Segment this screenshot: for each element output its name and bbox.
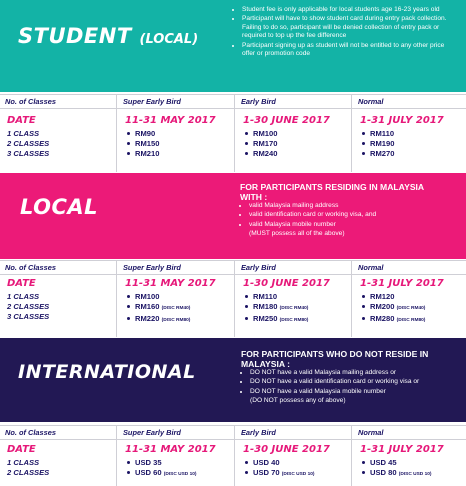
local-table-body (0, 277, 466, 335)
local-heading: FOR PARTICIPANTS RESIDING IN MALAYSIA (240, 182, 425, 192)
price-item: USD 70 (DISC USD 10) (243, 468, 351, 480)
international-super-early-col (118, 443, 233, 480)
international-section (0, 338, 466, 486)
class-label: 2 CLASSES (7, 468, 50, 478)
price-item: RM110 (360, 129, 466, 139)
local-footnote: (MUST possess all of the above) (249, 230, 345, 238)
student-banner (0, 0, 466, 92)
price-item: USD 35 (125, 458, 233, 468)
local-classes-col (0, 277, 115, 323)
price-item: RM280 (DISC RM80) (360, 314, 466, 326)
local-section (0, 173, 466, 337)
international-title: INTERNATIONAL (18, 361, 196, 383)
price-item: RM150 (125, 139, 233, 149)
student-title-suffix: (LOCAL) (139, 32, 199, 47)
early-date: 1-30 JUNE 2017 (243, 115, 330, 126)
col-header-normal: Normal (358, 263, 384, 272)
price-item: USD 40 (243, 458, 351, 468)
discount-note: (DISC RM40) (396, 306, 426, 312)
price-item: RM120 (360, 292, 466, 302)
class-label: 1 CLASS (7, 292, 40, 301)
international-notes (241, 349, 463, 406)
price-item: USD 60 (DISC USD 10) (125, 468, 233, 480)
discount-note: (DISC RM80) (161, 318, 191, 324)
discount-note: (DISC USD 10) (281, 472, 315, 478)
international-table-header (0, 425, 466, 440)
date-label: DATE (7, 444, 36, 455)
price-item: RM270 (360, 149, 466, 159)
student-note: • Participant will have to show student card during entry pack collection. Failing to do so, participant will be denied collection of entry pack or required to top up the fee difference (242, 15, 455, 40)
local-banner (0, 173, 466, 259)
col-header-normal: Normal (358, 428, 384, 437)
international-subheading: MALAYSIA : (241, 359, 291, 369)
international-early-col (236, 443, 351, 480)
price-item: RM90 (125, 129, 233, 139)
local-notes (240, 182, 460, 239)
local-super-early-col (118, 277, 233, 327)
col-header-early: Early Bird (241, 428, 276, 437)
col-header-normal: Normal (358, 97, 384, 106)
col-header-classes: No. of Classes (5, 428, 56, 437)
date-label: DATE (7, 115, 36, 126)
class-label: 3 CLASSES (7, 312, 50, 322)
discount-note: (DISC USD 10) (163, 472, 197, 478)
price-item: RM220 (DISC RM80) (125, 314, 233, 326)
col-header-super-early: Super Early Bird (123, 97, 181, 106)
class-label: 1 CLASS (7, 129, 40, 138)
class-label: 1 CLASS (7, 458, 40, 467)
student-note: • Participant signing up as student will not be entitled to any other price offer or promotion code (242, 42, 455, 59)
price-item: RM250 (DISC RM80) (243, 314, 351, 326)
early-date: 1-30 JUNE 2017 (243, 278, 330, 289)
class-label: 3 CLASSES (7, 149, 50, 159)
student-normal-col (353, 114, 466, 160)
price-item: RM170 (243, 139, 351, 149)
class-label: 2 CLASSES (7, 139, 50, 149)
price-item: RM180 (DISC RM40) (243, 302, 351, 314)
discount-note: (DISC RM80) (279, 318, 309, 324)
international-classes-col (0, 443, 115, 478)
local-normal-col (353, 277, 466, 327)
local-note: • valid identification card or working visa, and (249, 211, 460, 219)
col-header-classes: No. of Classes (5, 263, 56, 272)
super-early-date: 11-31 MAY 2017 (125, 278, 216, 289)
col-header-early: Early Bird (241, 97, 276, 106)
student-notes (233, 6, 455, 59)
local-note: • valid Malaysia mailing address (249, 202, 460, 210)
col-header-super-early: Super Early Bird (123, 428, 181, 437)
international-banner (0, 338, 466, 422)
normal-date: 1-31 JULY 2017 (360, 115, 444, 126)
class-label: 2 CLASSES (7, 302, 50, 312)
date-label: DATE (7, 278, 36, 289)
price-item: RM190 (360, 139, 466, 149)
international-normal-col (353, 443, 466, 480)
super-early-date: 11-31 MAY 2017 (125, 444, 216, 455)
local-title: LOCAL (20, 195, 99, 219)
price-item: RM110 (243, 292, 351, 302)
student-early-col (236, 114, 351, 160)
student-section (0, 0, 466, 172)
local-subheading: WITH : (240, 192, 268, 202)
normal-date: 1-31 JULY 2017 (360, 444, 444, 455)
student-title-main: STUDENT (18, 24, 132, 48)
international-note: • DO NOT have a valid identification card or working visa or (250, 378, 463, 386)
price-item: RM100 (125, 292, 233, 302)
price-item: RM100 (243, 129, 351, 139)
discount-note: (DISC RM80) (396, 318, 426, 324)
price-item: USD 80 (DISC USD 10) (360, 468, 466, 480)
price-item: USD 45 (360, 458, 466, 468)
discount-note: (DISC RM40) (279, 306, 309, 312)
col-header-classes: No. of Classes (5, 97, 56, 106)
international-footnote: (DO NOT possess any of above) (250, 397, 346, 405)
international-note: • DO NOT have a valid Malaysia mailing address or (250, 369, 463, 377)
price-item: RM240 (243, 149, 351, 159)
normal-date: 1-31 JULY 2017 (360, 278, 444, 289)
price-item: RM200 (DISC RM40) (360, 302, 466, 314)
student-table-body (0, 114, 466, 170)
col-header-early: Early Bird (241, 263, 276, 272)
discount-note: (DISC RM40) (161, 306, 191, 312)
local-table-header (0, 260, 466, 275)
international-heading: FOR PARTICIPANTS WHO DO NOT RESIDE IN (241, 349, 429, 359)
price-item: RM210 (125, 149, 233, 159)
student-note: • Student fee is only applicable for local students age 16-23 years old (242, 6, 455, 14)
student-table-header (0, 94, 466, 109)
super-early-date: 11-31 MAY 2017 (125, 115, 216, 126)
local-early-col (236, 277, 351, 327)
student-classes-col (0, 114, 115, 160)
international-note: • DO NOT have a valid Malaysia mobile number (250, 388, 463, 396)
international-table-body (0, 443, 466, 486)
student-super-early-col (118, 114, 233, 160)
price-item: RM160 (DISC RM40) (125, 302, 233, 314)
local-note: • valid Malaysia mobile number (249, 221, 460, 229)
early-date: 1-30 JUNE 2017 (243, 444, 330, 455)
col-header-super-early: Super Early Bird (123, 263, 181, 272)
student-title (18, 24, 198, 48)
discount-note: (DISC USD 10) (398, 472, 432, 478)
